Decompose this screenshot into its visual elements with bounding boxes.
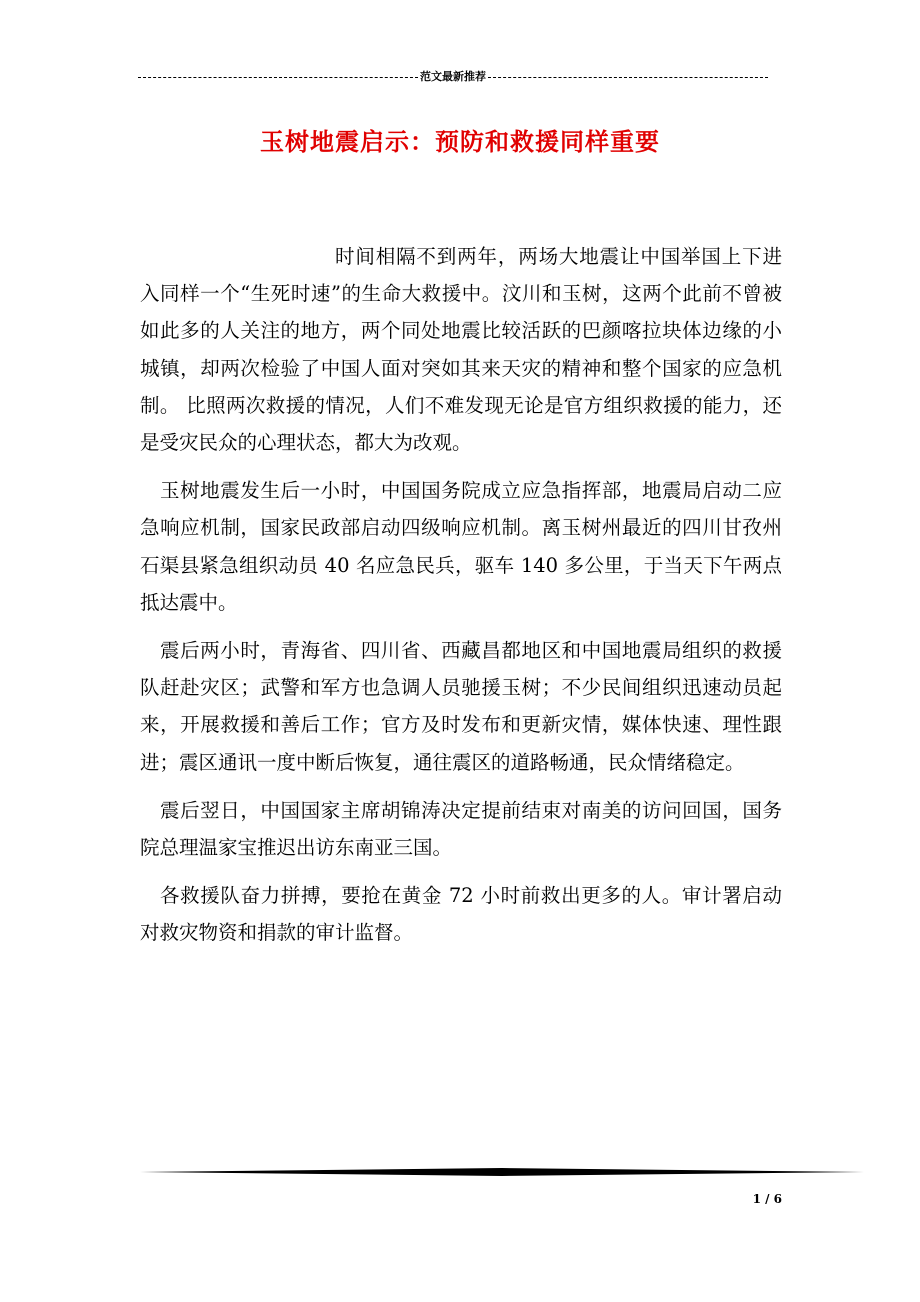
document-title: 玉树地震启示：预防和救援同样重要 [260, 127, 660, 156]
paragraph-2: 玉树地震发生后一小时，中国国务院成立应急指挥部，地震局启动二应急响应机制，国家民政部启动四级响应机制。离玉树州最近的四川甘孜州石渠县紧急组织动员 40 名应急民兵，驱车 140 多公里，于当天下午两点抵达震中。 [140, 479, 782, 614]
document-body [140, 238, 782, 963]
paragraph-5: 各救援队奋力拼搏，要抢在黄金 72 小时前救出更多的人。审计署启动对救灾物资和捐款的审计监督。 [140, 884, 782, 945]
paragraph-4: 震后翌日，中国国家主席胡锦涛决定提前结束对南美的访问回国，国务院总理温家宝推迟出访东南亚三国。 [140, 798, 782, 860]
paragraph-3: 震后两小时，青海省、四川省、西藏昌都地区和中国地震局组织的救援队赶赴灾区；武警和军方也急调人员驰援玉树；不少民间组织迅速动员起来，开展救援和善后工作；官方及时发布和更新灾情，媒体快速、理性跟进；震区通讯一度中断后恢复，通往震区的道路畅通，民众情绪稳定。 [140, 639, 782, 774]
header-dash-left [138, 77, 418, 78]
page-number: 1 / 6 [752, 1192, 782, 1206]
page-header [138, 66, 768, 86]
header-label: 范文最新推荐 [420, 70, 486, 83]
header-dash-right [488, 77, 768, 78]
paragraph-1: 时间相隔不到两年，两场大地震让中国举国上下进入同样一个“生死时速”的生命大救援中。汶川和玉树，这两个此前不曾被如此多的人关注的地方，两个同处地震比较活跃的巴颜喀拉块体边缘的小城镇，却两次检验了中国人面对突如其来天灾的精神和整个国家的应急机制。 比照两次救援的情况，人们不难发现无论是官方组织救援的能力，还是受灾民众的心理状态，都大为改观。 [140, 245, 782, 455]
footer-rule [140, 1168, 864, 1176]
